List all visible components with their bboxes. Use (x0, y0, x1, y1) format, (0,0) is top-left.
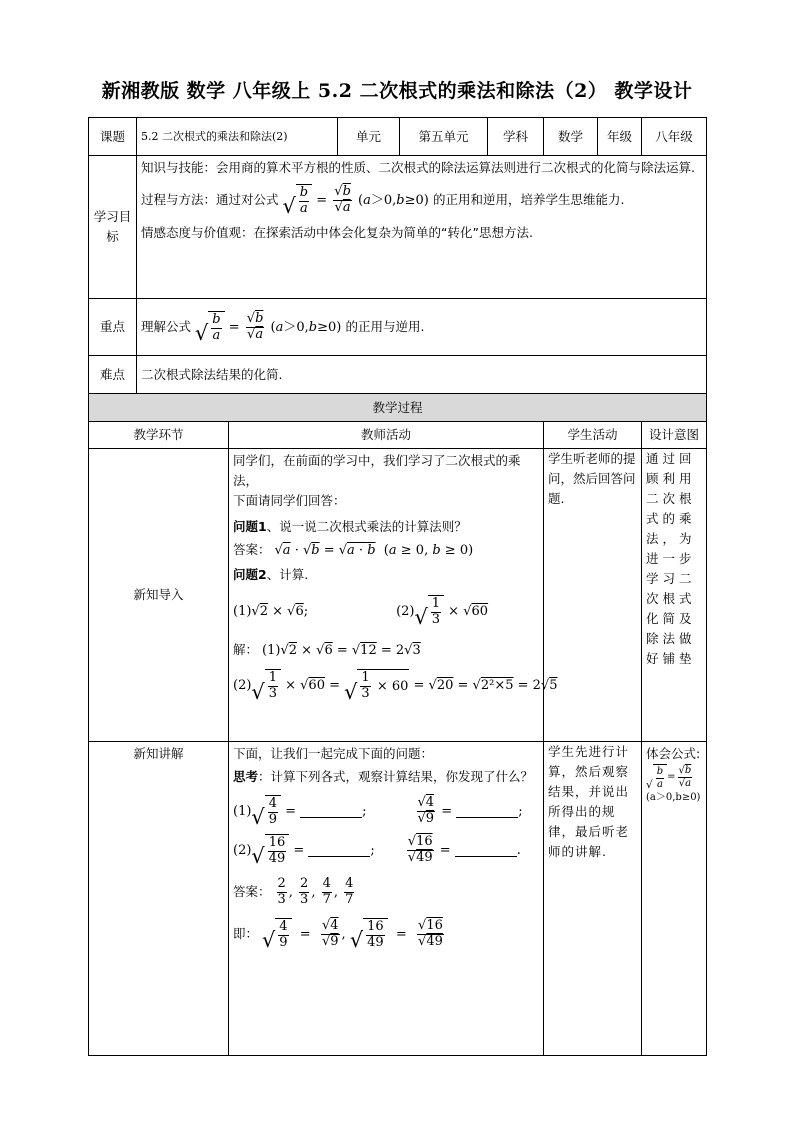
intro-student-activity: 学生听老师的提问，然后回答问题. (544, 449, 642, 742)
lecture-design-intent (642, 742, 707, 1056)
answer-blank[interactable] (455, 844, 517, 857)
intro-answer1 (233, 540, 539, 562)
lecture-exercise1: (1) √ $\frac{4}{9}$ = ; $\frac{√4}{√9}$ = ; (233, 795, 523, 830)
objective-process-suffix: 的正用和逆用，培养学生思维能力. (432, 191, 625, 207)
namely-label: 即： (233, 925, 259, 941)
key-point-suffix: 的正用与逆用. (345, 318, 425, 334)
lecture-answers: 答案： $\frac{2}{3}$ , $\frac{2}{3}$ , $\frac{4}{7}$ , $\frac{4}{7}$ (233, 875, 354, 907)
answer-numerator: 4 (345, 875, 354, 891)
q2-label: 问题2 (233, 566, 267, 582)
lesson-plan-table (88, 117, 707, 1056)
answer-denominator: 3 (277, 891, 286, 907)
answer-numerator: 2 (277, 875, 286, 891)
difficulty-text: 二次根式除法结果的化简. (137, 356, 707, 394)
grade-value: 八年级 (642, 118, 707, 156)
intro-question2 (233, 565, 539, 585)
process-section-title: 教学过程 (89, 394, 707, 422)
formula-division: √ $\frac{b}{a}$ = $\frac{√b}{√a}$ (a＞0,b≥0) (282, 184, 433, 219)
intent-condition: (a＞0,b≥0) (646, 792, 701, 803)
intro-design-intent: 通过回顾利用二次根式的乘法，为进一步学习二次根式化简及除法做好铺垫 (642, 449, 707, 742)
objective-emotion: 情感态度与价值观：在探索活动中体会化复杂为简单的“转化”思想方法. (141, 224, 533, 240)
intro-line2: 下面请同学们回答： (233, 493, 346, 508)
lecture-namely: 即： √ $\frac{4}{9}$ = $\frac{√4}{√9}$ , √ $\frac{16}{49}$ = $\frac{√16}{√49}$ (233, 917, 443, 952)
intro-solution2: (2) √ $\frac{1}{3}$ × √60 = √ $\frac{1}{3}$ × 60 = √20 = √2²×5 = 2√5 (233, 670, 558, 704)
key-point-label: 重点 (89, 299, 137, 356)
answer-denominator: 7 (345, 891, 354, 907)
key-point-cell (137, 299, 707, 356)
answer-numerator: 2 (300, 875, 309, 891)
objective-knowledge: 知识与技能：会用商的算术平方根的性质、二次根式的除法运算法则进行二次根式的化简与除法运算. (141, 160, 695, 175)
topic-value: 5.2 二次根式的乘法和除法(2) (137, 118, 338, 156)
intro-solution1: 解： (1)√2 × √6 = √12 = 2√3 (233, 641, 421, 658)
answer-blank[interactable] (300, 805, 362, 818)
col-teacher-header: 教师活动 (229, 422, 544, 449)
q2-text: 、计算. (266, 566, 309, 582)
answer-denominator: 7 (322, 891, 331, 907)
topic-label: 课题 (89, 118, 137, 156)
think-label: 思考 (233, 769, 259, 784)
answer-denominator: 3 (300, 891, 309, 907)
lecture-line1: 下面，让我们一起完成下面的问题： (233, 746, 434, 761)
q1-text: 、说一说二次根式乘法的计算法则？ (266, 519, 467, 534)
objective-process-prefix: 过程与方法：通过对公式 (141, 191, 279, 207)
col-student-header: 学生活动 (544, 422, 642, 449)
intro-line1: 同学们，在前面的学习中，我们学习了二次根式的乘法， (233, 453, 521, 488)
intro-stage: 新知导入 (89, 449, 229, 742)
answer-blank[interactable] (456, 805, 518, 818)
lecture-student-activity: 学生先进行计算，然后观察结果，并说出所得出的规律，最后听老师的讲解. (544, 742, 642, 1056)
difficulty-label: 难点 (89, 356, 137, 394)
objectives-label: 学习目标 (89, 156, 137, 299)
think-text: ：计算下列各式，观察计算结果，你发现了什么？ (258, 769, 534, 784)
answer-blank[interactable] (308, 844, 370, 857)
intro-q2-exercises: (1)√2 × √6; (2) √ $\frac{1}{3}$ × √60 (233, 595, 489, 629)
answer1-label: 答案： (233, 542, 271, 557)
solution-label: 解： (233, 641, 259, 657)
col-stage-header: 教学环节 (89, 422, 229, 449)
formula-multiplication: √a · √b = √a · b (a ≥ 0, b ≥ 0) (274, 543, 474, 558)
unit-value: 第五单元 (400, 118, 488, 156)
intent-formula: √ $\frac{b}{a}$ = $\frac{√b}{√a}$ (646, 765, 692, 791)
lecture-answer-label: 答案： (233, 883, 271, 899)
col-intent-header: 设计意图 (642, 422, 707, 449)
intent-label: 体会公式: (646, 746, 701, 761)
lecture-think (233, 767, 539, 787)
intro-question1 (233, 517, 539, 537)
grade-label: 年级 (598, 118, 642, 156)
answer-numerator: 4 (322, 875, 331, 891)
objectives-cell (137, 156, 707, 299)
q1-label: 问题1 (233, 519, 267, 534)
lecture-exercise2: (2) √ $\frac{16}{49}$ = ; $\frac{√16}{√49}$ = . (233, 833, 521, 868)
lecture-stage: 新知讲解 (89, 742, 229, 1056)
document-title: 新湘教版 数学 八年级上 5.2 二次根式的乘法和除法（2） 教学设计 (101, 80, 693, 102)
objective-process (141, 184, 702, 217)
lecture-teacher-cell (229, 742, 544, 1056)
intro-teacher-cell (229, 449, 558, 742)
key-point-prefix: 理解公式 (141, 318, 192, 334)
unit-label: 单元 (338, 118, 400, 156)
subject-label: 学科 (488, 118, 544, 156)
formula-division-key: √ $\frac{b}{a}$ = $\frac{√b}{√a}$ (a＞0,b≥0) (195, 310, 346, 345)
subject-value: 数学 (544, 118, 598, 156)
